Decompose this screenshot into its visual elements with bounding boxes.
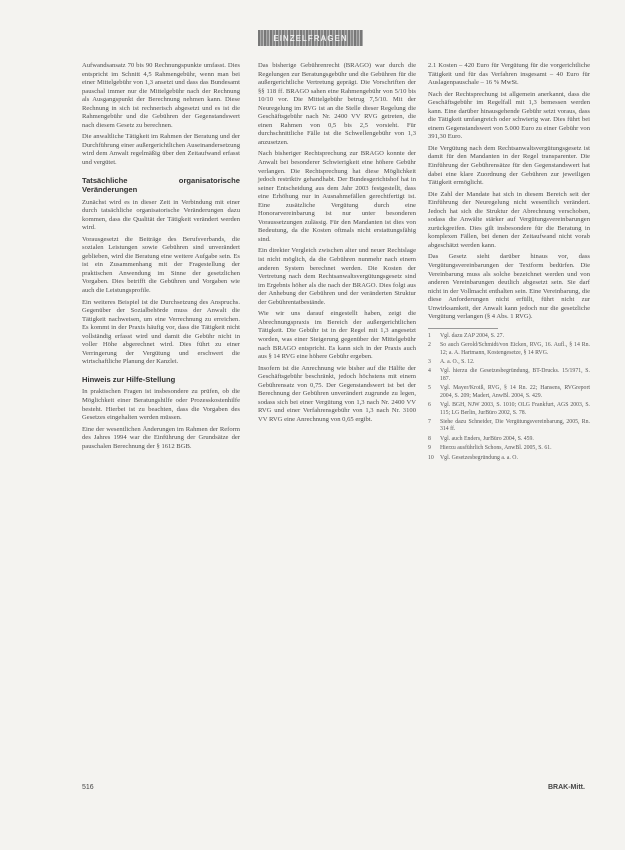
footnote	[428, 455, 590, 462]
paragraph: Die anwaltliche Tätigkeit im Rahmen der Beratung und der Durchführung einer außergerichtlichen Auseinandersetzung wird dem Anwalt regelmäßig über den Zeitaufwand erfasst und vergütet.	[82, 133, 240, 167]
paragraph: Vorausgesetzt die Beiträge des Berufsverbands, die sozialen Leistungen sowie Gebühren sind unverändert geblieben, wird die Beratung eine weitere Aufgabe sein. Es ist ein Zusammenhang mit der Fragestellung der praktischen Anwendung im Sinne der gesetzlichen Vorgaben. Dies betrifft die Gebühren und Vorgaben wie auch die Leistungsprofile.	[82, 235, 240, 295]
paragraph: Nach der Rechtsprechung ist allgemein anerkannt, dass die Geschäftsgebühr im Regelfall mit 1,3 bemessen werden kann. Eine darüber hinausgehende Gebühr setzt voraus, dass die Tätigkeit umfangreich oder schwierig war. Dies führt bei einem Gegenstandswert von 5.000 Euro zu einer Gebühr von 391,30 Euro.	[428, 90, 590, 141]
footnote-number: 8	[428, 435, 431, 442]
footnote	[428, 342, 590, 357]
footnote-text: Vgl. Mayer/Kroiß, RVG, § 14 Rn. 22; Hansens, RVGreport 2004, S. 209; Madert, AnwBl. 2004, S. 429.	[440, 385, 590, 399]
page-number: 516	[82, 784, 94, 791]
paragraph: Die Zahl der Mandate hat sich in diesem Bereich seit der Einführung der Neuregelung nicht wesentlich verändert. Jedoch hat sich die Struktur der Abrechnung verschoben, sodass die Anwälte stärker auf Vergütungsvereinbarungen zurückgreifen. Dies gilt insbesondere für die Beratung in komplexen Fällen, bei denen der Zeitaufwand nicht vorab abgeschätzt werden kann.	[428, 190, 590, 249]
footnote-text: A. a. O., S. 12.	[440, 359, 475, 366]
section-heading: Tatsächliche organisatorische Veränderungen	[82, 175, 240, 195]
footnote	[428, 368, 590, 383]
footnote	[428, 445, 590, 452]
paragraph: Das bisherige Gebührenrecht (BRAGO) war durch die Regelungen zur Beratungsgebühr und die Gebühren für die außergerichtliche Vertretung geprägt. Die Vorschriften der §§ 118 ff. BRAGO sahen eine Rahmengebühr von 5/10 bis 10/10 vor. Die Mittelgebühr betrug 7,5/10. Mit der Neuregelung im RVG ist an die Stelle dieser Regelung die Geschäftsgebühr nach Nr. 2400 VV RVG getreten, die einen Rahmen von 0,5 bis 2,5 vorsieht. Für durchschnittliche Fälle ist die Schwellengebühr von 1,3 anzusetzen.	[258, 62, 416, 146]
journal-name: BRAK-Mitt.	[548, 784, 585, 791]
paragraph: Aufwandsansatz 70 bis 90 Rechnungspunkte umfasst. Dies entspricht im Schnitt 4,5 Rahmengebühr, wenn man bei einer Mittelgebühr von 1,3 ansetzt und dass das Bundesamt pauschal immer nur die Mittelgebühr nach der Rechnung als Ausgangspunkt der Berechnung nehmen kann. Diese Rechnung in sich ist rechnerisch abgesetzt und es ist die Rahmengebühr und die Gebühren der Gegenstandswert nach diesem Gesetz zu berechnen.	[82, 62, 240, 129]
footnote-number: 5	[428, 385, 431, 392]
footnote-number: 4	[428, 368, 431, 375]
footnote-text: Vgl. Gesetzesbegründung a. a. O.	[440, 454, 518, 461]
footnote-text: Vgl. hierzu die Gesetzesbegründung, BT-Drucks. 15/1971, S. 187.	[440, 368, 590, 382]
paragraph: Insofern ist die Anrechnung wie bisher auf die Hälfte der Geschäftsgebühr beschränkt, jedoch höchstens mit einem Gebührensatz von 0,75. Der Gegenstandswert ist bei der Berechnung der Gebühren unverändert zugrunde zu legen, sodass sich bei einer Vergütung von 1,3 nach Nr. 2400 VV RVG und einer Verfahrensgebühr von 1,3 nach Nr. 3100 VV RVG eine Anrechnung von 0,65 ergibt.	[258, 364, 416, 423]
section-heading: Hinweis zur Hilfe-Stellung	[82, 374, 176, 384]
footnote-text: Vgl. auch Enders, JurBüro 2004, S. 459.	[440, 435, 534, 442]
footnote-number: 1	[428, 332, 431, 339]
paragraph: Ein weiteres Beispiel ist die Durchsetzung des Anspruchs. Gegenüber der Sozialbehörde muss der Anwalt die Tätigkeit nachweisen, um eine Verrechnung zu erreichen. Es kommt in der Praxis häufig vor, dass die Tätigkeit nicht vollständig erfasst wird und damit die Gebühr nicht in voller Höhe abgerechnet wird. Dies führt zu einer Verringerung der Vergütung und erschwert die wirtschaftliche Planung der Kanzlei.	[82, 298, 240, 366]
section-header-banner	[258, 30, 363, 46]
paragraph: In praktischen Fragen ist insbesondere zu prüfen, ob die Möglichkeit einer Beratungshilfe oder Prozesskostenhilfe besteht. Hierbei ist zu beachten, dass die Vorgaben des Gesetzes eingehalten werden müssen.	[82, 388, 240, 422]
paragraph: Ein direkter Vergleich zwischen alter und neuer Rechtslage ist nicht möglich, da die Gebühren nunmehr nach einem anderen System berechnet werden. Die Kosten der Vertretung nach dem Rechtsanwaltsvergütungsgesetz sind im Ergebnis höher als die nach der BRAGO. Dies folgt aus der Anhebung der Gebühren und der veränderten Struktur der Gebührentatbestände.	[258, 247, 416, 306]
footnote-text: Vgl. BGH, NJW 2003, S. 1010; OLG Frankfurt, AGS 2003, S. 115; LG Berlin, JurBüro 2002, S. 78.	[440, 402, 590, 416]
paragraph: Wie wir uns darauf eingestellt haben, zeigt die Abrechnungspraxis im Bereich der außergerichtlichen Tätigkeit. Die Gebühr ist in der Regel mit 1,3 angesetzt worden, was einer Steigerung gegenüber der Mittelgebühr nach BRAGO entspricht. Es kann sich in der Praxis auch aus § 14 RVG eine höhere Gebühr ergeben.	[258, 310, 416, 361]
footnote	[428, 359, 590, 366]
paragraph: Das Gesetz sieht darüber hinaus vor, dass Vergütungsvereinbarungen der Textform bedürfen. Die Vereinbarung muss als solche bezeichnet werden und von anderen Vereinbarungen deutlich abgesetzt sein. Sie darf nicht in der Vollmacht enthalten sein. Eine Vereinbarung, die diese Anforderungen nicht erfüllt, führt nicht zur Unwirksamkeit, der Anwalt kann jedoch nur die gesetzliche Vergütung verlangen (§ 4 Abs. 1 RVG).	[428, 253, 590, 321]
paragraph: Nach bisheriger Rechtsprechung zur BRAGO konnte der Anwalt bei besonderer Schwierigkeit eine höhere Gebühr verlangen. Die Rechtsprechung hat diese Möglichkeit jedoch restriktiv gehandhabt. Der Bundesgerichtshof hat in seiner Entscheidung aus dem Jahr 2003 festgestellt, dass eine Erhöhung nur in Ausnahmefällen gerechtfertigt ist. Eine zusätzliche Vergütung durch eine Honorarvereinbarung ist nur unter besonderen Voraussetzungen zulässig. Für den Mandanten ist dies von Bedeutung, da die Kosten oftmals nicht erstattungsfähig sind.	[258, 150, 416, 243]
footnote-text: Hierzu ausführlich Schons, AnwBl. 2005, S. 61.	[440, 445, 552, 452]
footnote	[428, 402, 590, 417]
paragraph: Zunächst wird es in dieser Zeit in Verbindung mit einer durch tatsächliche organisatorische Veränderungen dazu kommen, dass die Qualität der Tätigkeit verändert werden wird.	[82, 198, 240, 232]
text-column-right	[428, 62, 590, 464]
paragraph: 2.1 Kosten – 420 Euro für Vergütung für die vorgerichtliche Tätigkeit und für das Verfahren insgesamt – 40 Euro für Auslagenpauschale – 16 % MwSt.	[428, 62, 590, 87]
footnote-number: 7	[428, 418, 431, 425]
footnote-number: 6	[428, 402, 431, 409]
footnote	[428, 385, 590, 400]
footnote-number: 3	[428, 359, 431, 366]
footnote	[428, 436, 590, 443]
paragraph: Die Vergütung nach dem Rechtsanwaltsvergütungsgesetz ist damit für den Mandanten in der Regel transparenter. Die Einführung der Gebührensätze für den Gegenstandswert hat dabei eine klare Zuordnung der Gebühren zur jeweiligen Tätigkeit ermöglicht.	[428, 144, 590, 187]
text-column-middle	[258, 62, 416, 427]
footnote-number: 2	[428, 342, 431, 349]
footnote	[428, 333, 590, 340]
paragraph: Eine der wesentlichen Änderungen im Rahmen der Reform des Jahres 1994 war die Einführung der Grundsätze der pauschalen Berechnung der § 1612 BGB.	[82, 425, 240, 450]
footnote-text: Vgl. dazu ZAP 2004, S. 27.	[440, 332, 505, 339]
footnote-divider	[428, 328, 498, 329]
footnotes	[428, 333, 590, 462]
footnote-text: So auch Gerold/Schmidt/von Eicken, RVG, 16. Aufl., § 14 Rn. 12; a. A. Hartmann, Kostengesetze, § 14 RVG.	[440, 342, 590, 356]
footnote-text: Siehe dazu Schneider, Die Vergütungsvereinbarung, 2005, Rn. 314 ff.	[440, 418, 590, 433]
text-column-left	[82, 62, 240, 454]
footnote-number: 9	[428, 445, 431, 452]
footnote-number: 10	[428, 454, 434, 461]
footnote	[428, 419, 590, 434]
section-header-label: EINZELFRAGEN	[273, 33, 348, 43]
